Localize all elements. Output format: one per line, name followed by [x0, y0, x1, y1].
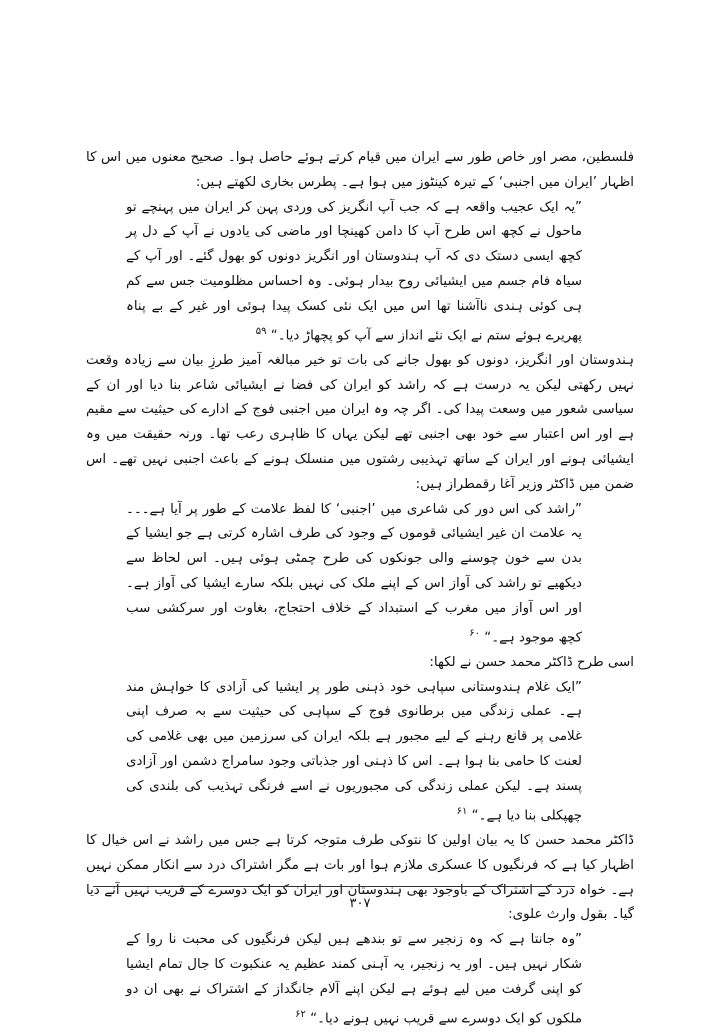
block-quote-2 — [86, 498, 634, 651]
block-quote-4 — [86, 928, 634, 1032]
block-quote-3 — [86, 676, 634, 829]
quote-text: ”ایک غلام ہندوستانی سپاہی خود ذہنی طور پر ایشیا کی آزادی کا خواہش مند ہے۔ عملی زندگی میں برطانوی فوج کے سپاہی کی حیثیت سے بہ صرف اپنی غلامی پر قانع رہنے کے لیے مجبور ہے بلکہ ایران کی سرزمین میں بھی غلامی کی لعنت کا حامی بنا ہوا ہے۔ اس کا ذہنی اور جذباتی وجود سامراج دشمن اور آزادی پسند ہے۔ لیکن عملی زندگی کی مجبوریوں نے اسے فرنگی تہذیب کی بلندی کی چھپکلی بنا دیا ہے۔“ — [126, 679, 582, 824]
quote-text: ”وہ جانتا ہے کہ وہ زنجیر سے تو بندھے ہیں لیکن فرنگیوں کی محبت نا روا کے شکار نہیں ہیں۔ اور یہ زنجیر، یہ آہنی کمند عظیم یہ عنکبوت کا جال تمام ایشیا کو اپنی گرفت میں لیے ہوئے ہے لیکن اپنے آلام جانگداز کے اشتراک نے بھی ان دو ملکوں کو ایک دوسرے سے قریب نہیں ہونے دیا۔“ — [126, 932, 582, 1026]
footnote-ref: ۵۹ — [255, 325, 267, 337]
quote-text: ”یہ ایک عجیب واقعہ ہے کہ جب آپ انگریز کی وردی پہن کر ایران میں پہنچے تو ماحول نے کچھ اس طرح آپ کا دامن کھینچا اور ماضی کی یادوں نے آپ کے دل پر کچھ ایسی دستک دی کہ آپ ہندوستان اور انگریز دونوں کو بھول گئے۔ اور آپ کے سیاہ فام جسم میں ایشیائی روح بیدار ہوئی۔ وہ احساس مظلومیت جس سے کم ہی کوئی ہندی ناآشنا تھا اس میں ایک نئی کسک پیدا ہوئی اور غیر کے بے پناہ پھریرے ہوئے ستم نے ایک نئے انداز سے آپ کو پچھاڑ دیا۔“ — [126, 199, 582, 344]
footnote-ref: ۶۰ — [469, 627, 481, 639]
block-quote-1 — [86, 196, 634, 349]
footer-rule — [93, 886, 575, 887]
footnote-ref: ۶۱ — [456, 805, 468, 817]
footnote-ref: ۶۲ — [295, 1008, 306, 1020]
paragraph-1: فلسطین، مصر اور خاص طور سے ایران میں قیام کرتے ہوئے حاصل ہوا۔ صحیح معنوں میں اس کا اظہار ’ایران میں اجنبی‘ کے تیرہ کینٹوز میں ہوا ہے۔ پطرس بخاری لکھتے ہیں: — [86, 150, 634, 190]
page-number: ۳۰۷ — [349, 896, 371, 911]
quote-text: ”راشد کی اس دور کی شاعری میں ’اجنبی‘ کا لفظ علامت کے طور پر آیا ہے۔۔۔ یہ علامت ان غیر ایشیائی قوموں کے وجود کی طرف اشارہ کرتی ہے جو ایشیا کے بدن سے خون چوسنے والی جونکوں کی طرح چمٹی ہوئی ہیں۔ اس لحاظ سے دیکھیے تو راشد کی آواز اس کے اپنے ملک کی نہیں بلکہ سارے ایشیا کی آواز ہے۔ اور اس آواز میں مغرب کے استبداد کے خلاف احتجاج، بغاوت اور سرکشی سب کچھ موجود ہے۔“ — [126, 501, 582, 646]
paragraph-3: اسی طرح ڈاکٹر محمد حسن نے لکھا: — [429, 654, 634, 670]
paragraph-2: ہندوستان اور انگریز، دونوں کو بھول جانے کی بات تو خیر مبالغہ آمیز طرزِ بیان سے زیادہ وقعت نہیں رکھتی لیکن یہ درست ہے کہ راشد کو ایران کی فضا نے ایشیائی شاعر بنا دیا اور ان کے سیاسی شعور میں وسعت پیدا کی۔ اگر چہ وہ ایران میں اجنبی فوج کے ادارے کی حیثیت سے مقیم ہے اور اس اعتبار سے خود بھی اجنبی تھے لیکن یہاں کا ظاہری رعب تھا۔ ورنہ حقیقت میں وہ ایشیائی ہونے اور ایران کے ساتھ تہذیبی رشتوں میں منسلک ہونے کے باعث اجنبی نہیں تھے۔ اس ضمن میں ڈاکٹر وزیر آغا رقمطراز ہیں: — [86, 352, 634, 492]
paragraph-4: ڈاکٹر محمد حسن کا یہ بیان اولین کا نتوکی طرف متوجہ کرتا ہے جس میں راشد نے اس خیال کا اظہار کیا ہے کہ فرنگیوں کا عسکری ملازم ہوا اور بات ہے مگر اشتراک درد سے انکار ممکن نہیں ہے۔ خواہ درد کے اشتراک کے باوجود بھی ہندوستان اور ایران کو ایک دوسرے کے قریب نہیں آنے دیا گیا۔ بقول وارث علوی: — [86, 832, 634, 923]
